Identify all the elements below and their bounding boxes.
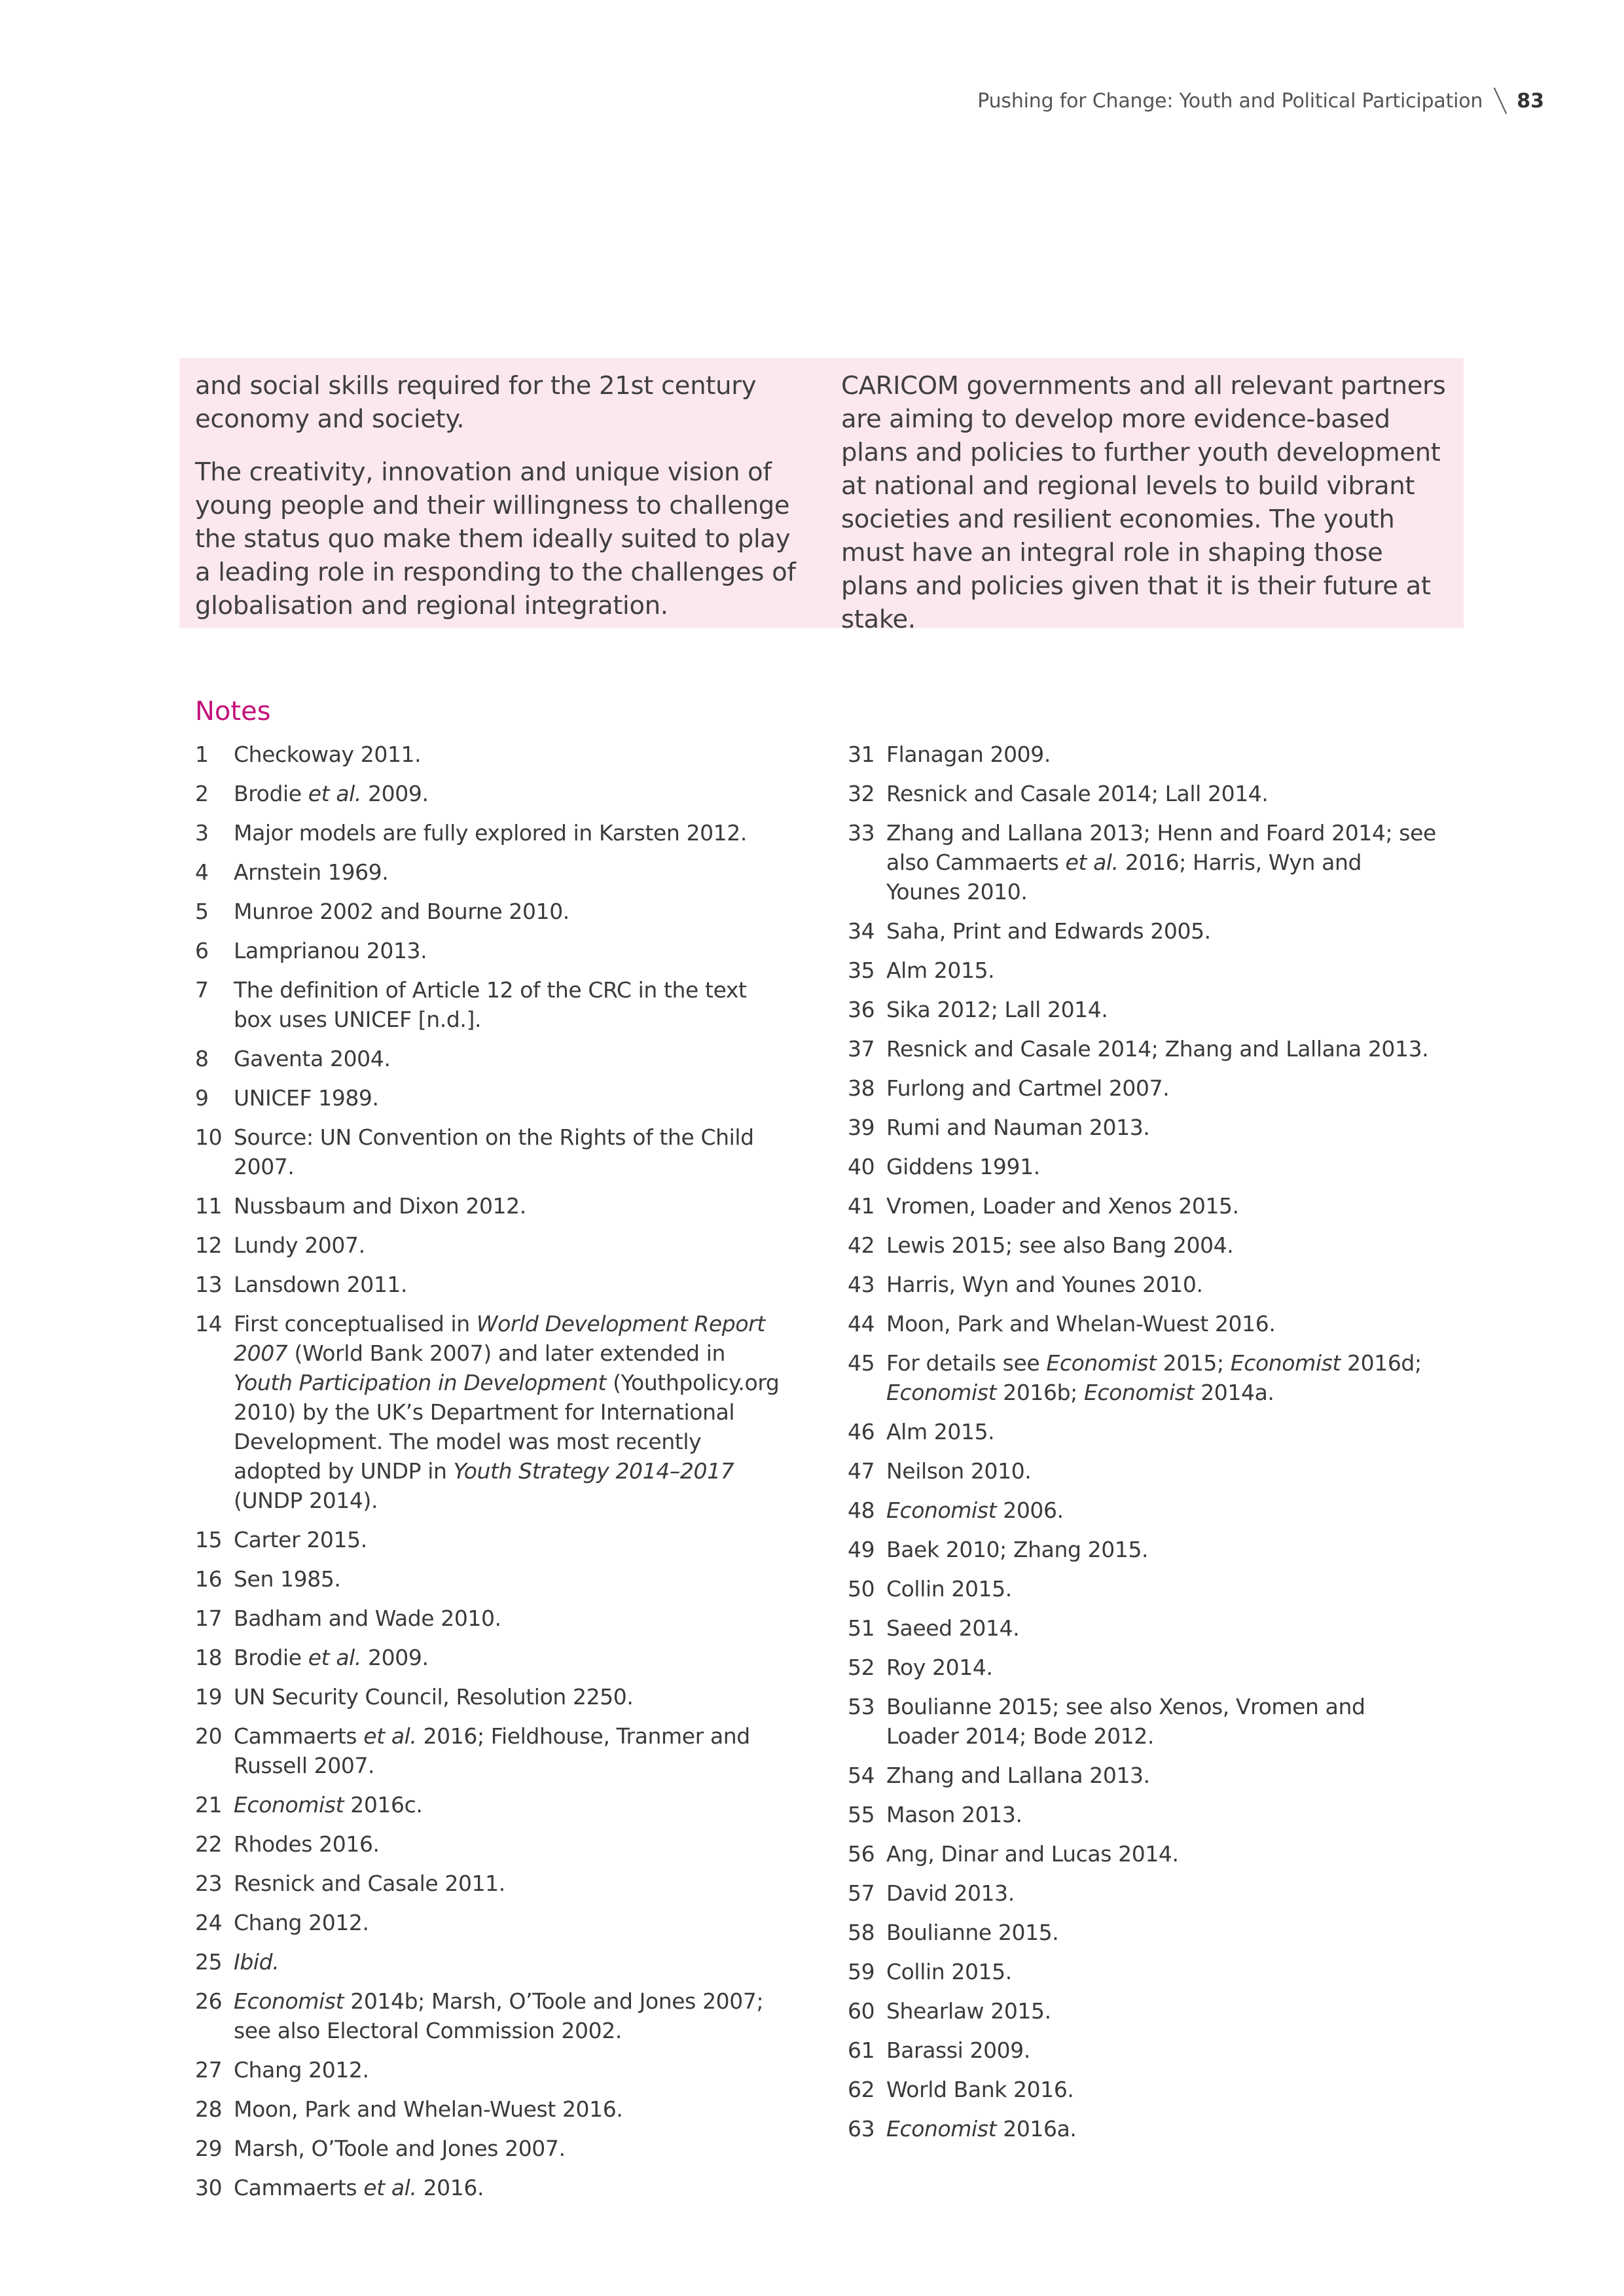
note-text [886, 1113, 1437, 1142]
note-item [848, 916, 1437, 946]
note-text-part: 2016c. [344, 1792, 423, 1818]
note-text-part: Major models are fully explored in Karsten 2012. [234, 820, 747, 846]
note-text-part: Harris, Wyn and Younes 2010. [886, 1272, 1203, 1297]
note-number: 19 [195, 1684, 223, 1710]
note-number: 47 [848, 1458, 875, 1484]
note-text-part: Resnick and Casale 2014; Zhang and Lallana 2013. [886, 1036, 1429, 1062]
note-text-part: (UNDP 2014). [234, 1488, 378, 1513]
note-number: 31 [848, 742, 875, 767]
note-text-part: et al. [1065, 850, 1119, 875]
note-number: 18 [195, 1645, 223, 1670]
note-text [886, 779, 1437, 808]
note-item [195, 1721, 784, 1780]
note-text [234, 1564, 784, 1594]
note-text [234, 857, 784, 887]
note-text-part: Ang, Dinar and Lucas 2014. [886, 1841, 1179, 1867]
note-number: 43 [848, 1272, 875, 1297]
note-text-part: 2016a. [996, 2116, 1077, 2142]
note-item [195, 2055, 784, 2085]
note-text-part: Shearlaw 2015. [886, 1998, 1051, 2024]
note-item [848, 1653, 1437, 1682]
note-text-part: Gaventa 2004. [234, 1046, 391, 1071]
note-text [886, 2075, 1437, 2104]
note-item [848, 1073, 1437, 1103]
note-text-part: 2009. [361, 781, 429, 806]
note-text-part: Rhodes 2016. [234, 1831, 380, 1857]
note-text-part: et al. [363, 2175, 417, 2200]
note-item [848, 1918, 1437, 1947]
note-text [234, 2094, 784, 2124]
note-text-part: 2016d; [1340, 1350, 1422, 1376]
note-text-part: Alm 2015. [886, 1419, 995, 1444]
note-number: 39 [848, 1115, 875, 1140]
note-text-part: Youth Strategy 2014–2017 [453, 1458, 734, 1484]
note-item [195, 1869, 784, 1898]
note-number: 16 [195, 1566, 223, 1592]
note-number: 10 [195, 1124, 223, 1150]
note-text [234, 1986, 784, 2045]
callout-paragraph: The creativity, innovation and unique vision of young people and their willingness to challenge the status quo make them ideally suited to play a leading role in responding to the challenges of globalisation and regional integration. [195, 457, 796, 620]
note-text-part: Flanagan 2009. [886, 742, 1051, 767]
note-item [848, 740, 1437, 769]
note-item [195, 1044, 784, 1073]
note-item [195, 1908, 784, 1937]
note-text [886, 2114, 1437, 2144]
note-item [848, 1535, 1437, 1564]
note-text-part: Carter 2015. [234, 1527, 367, 1552]
note-item [848, 995, 1437, 1024]
note-item [195, 779, 784, 808]
note-text [886, 2036, 1437, 2065]
note-text-part: Economist [234, 1792, 344, 1818]
note-item [195, 975, 784, 1034]
note-text-part: 2014b; Marsh, O’Toole and Jones 2007; see also Electoral Commission 2002. [234, 1988, 764, 2043]
note-text [234, 1947, 784, 1977]
note-text-part: Badham and Wade 2010. [234, 1605, 501, 1631]
note-item [195, 857, 784, 887]
note-text-part: Mason 2013. [886, 1802, 1022, 1827]
note-text-part: The definition of Article 12 of the CRC in the text box uses UNICEF [n.d.]. [234, 977, 747, 1032]
note-number: 36 [848, 997, 875, 1022]
note-text [886, 1535, 1437, 1564]
note-number: 60 [848, 1998, 875, 2024]
note-text-part: 2014a. [1194, 1380, 1274, 1405]
note-text [234, 1869, 784, 1898]
note-text [886, 1878, 1437, 1908]
note-text [234, 1525, 784, 1554]
note-text [886, 1270, 1437, 1299]
note-item [848, 818, 1437, 906]
note-item [848, 1496, 1437, 1525]
note-text [234, 1122, 784, 1181]
note-text [886, 1034, 1437, 1064]
running-header-title: Pushing for Change: Youth and Political Participation [977, 89, 1483, 113]
note-number: 24 [195, 1910, 223, 1935]
note-number: 21 [195, 1792, 223, 1818]
note-text [234, 1829, 784, 1859]
note-number: 2 [195, 781, 209, 806]
note-text [234, 897, 784, 926]
note-item [848, 1230, 1437, 1260]
note-item [195, 2094, 784, 2124]
note-text-part: Economist [1083, 1380, 1195, 1405]
note-text-part: Resnick and Casale 2014; Lall 2014. [886, 781, 1269, 806]
note-text-part: Nussbaum and Dixon 2012. [234, 1193, 526, 1219]
note-text [886, 1918, 1437, 1947]
note-item [848, 1839, 1437, 1869]
note-number: 46 [848, 1419, 875, 1444]
note-number: 13 [195, 1272, 223, 1297]
note-text [234, 936, 784, 965]
note-text [886, 1800, 1437, 1829]
note-item [848, 2075, 1437, 2104]
note-text [886, 1456, 1437, 1486]
note-number: 51 [848, 1615, 875, 1641]
note-text-part: 2006. [996, 1498, 1064, 1523]
note-item [195, 1829, 784, 1859]
note-item [195, 740, 784, 769]
note-number: 33 [848, 820, 875, 846]
note-number: 44 [848, 1311, 875, 1336]
note-text-part: Resnick and Casale 2011. [234, 1871, 505, 1896]
note-text [886, 1191, 1437, 1221]
note-number: 30 [195, 2175, 223, 2200]
note-item [848, 1191, 1437, 1221]
note-number: 23 [195, 1871, 223, 1896]
notes-heading: Notes [195, 696, 271, 726]
note-text-part: Brodie [234, 1645, 308, 1670]
note-item [848, 1800, 1437, 1829]
note-item [848, 1417, 1437, 1446]
note-text-part: Neilson 2010. [886, 1458, 1032, 1484]
note-text [886, 1957, 1437, 1986]
note-number: 5 [195, 899, 209, 924]
note-text [234, 1083, 784, 1113]
note-number: 41 [848, 1193, 875, 1219]
note-number: 38 [848, 1075, 875, 1101]
note-number: 58 [848, 1920, 875, 1945]
note-text-part: Collin 2015. [886, 1576, 1012, 1602]
note-number: 50 [848, 1576, 875, 1602]
running-header [977, 84, 1544, 118]
note-text [886, 1692, 1437, 1751]
note-number: 25 [195, 1949, 223, 1975]
note-item [195, 1790, 784, 1820]
note-text [234, 1044, 784, 1073]
note-item [195, 1083, 784, 1113]
note-text-part: Zhang and Lallana 2013; Henn and Foard 2014; see also Cammaerts [886, 820, 1436, 875]
note-item [195, 1122, 784, 1181]
note-text [886, 1073, 1437, 1103]
note-text-part: Ibid. [234, 1949, 280, 1975]
note-number: 20 [195, 1723, 223, 1749]
note-text [234, 2134, 784, 2163]
note-text [886, 1761, 1437, 1790]
note-item [848, 1270, 1437, 1299]
note-text [886, 1309, 1437, 1338]
note-number: 53 [848, 1694, 875, 1719]
note-text-part: Baek 2010; Zhang 2015. [886, 1537, 1149, 1562]
note-text-part: Brodie [234, 781, 308, 806]
note-number: 37 [848, 1036, 875, 1062]
note-number: 56 [848, 1841, 875, 1867]
note-number: 11 [195, 1193, 223, 1219]
note-number: 48 [848, 1498, 875, 1523]
note-number: 4 [195, 859, 209, 885]
note-number: 12 [195, 1232, 223, 1258]
callout-paragraph: and social skills required for the 21st century economy and society. [195, 371, 757, 434]
note-text-part: Roy 2014. [886, 1655, 993, 1680]
note-text-part: Munroe 2002 and Bourne 2010. [234, 899, 569, 924]
note-text-part: For details see [886, 1350, 1047, 1376]
note-text-part: Chang 2012. [234, 1910, 369, 1935]
note-text-part: Cammaerts [234, 1723, 364, 1749]
note-text [234, 1721, 784, 1780]
note-text-part: Giddens 1991. [886, 1154, 1040, 1179]
note-text-part: Barassi 2009. [886, 2037, 1030, 2063]
note-item [195, 1564, 784, 1594]
note-number: 1 [195, 742, 209, 767]
note-item [848, 956, 1437, 985]
note-text-part: Sika 2012; Lall 2014. [886, 997, 1108, 1022]
note-text-part: 2015; [1156, 1350, 1231, 1376]
note-text-part: Collin 2015. [886, 1959, 1012, 1984]
note-text-part: 2016. [416, 2175, 484, 2200]
note-number: 9 [195, 1085, 209, 1111]
note-text-part: Lamprianou 2013. [234, 938, 427, 963]
note-number: 63 [848, 2116, 875, 2142]
note-number: 49 [848, 1537, 875, 1562]
note-text-part: Saeed 2014. [886, 1615, 1020, 1641]
note-number: 14 [195, 1311, 223, 1336]
note-text [886, 1839, 1437, 1869]
note-number: 8 [195, 1046, 209, 1071]
note-text [886, 740, 1437, 769]
note-item [195, 1270, 784, 1299]
note-text-part: 2016; Harris, Wyn and Younes 2010. [886, 850, 1362, 905]
note-text-part: David 2013. [886, 1880, 1015, 1906]
note-text-part: World Bank 2016. [886, 2077, 1074, 2102]
note-text-part: Arnstein 1969. [234, 859, 389, 885]
note-item [848, 1152, 1437, 1181]
note-text-part: Lewis 2015; see also Bang 2004. [886, 1232, 1234, 1258]
note-item [848, 1613, 1437, 1643]
note-text [234, 1230, 784, 1260]
note-item [848, 1456, 1437, 1486]
note-number: 7 [195, 977, 209, 1003]
note-text-part: Sen 1985. [234, 1566, 341, 1592]
note-text [886, 1613, 1437, 1643]
note-number: 62 [848, 2077, 875, 2102]
note-text-part: Boulianne 2015. [886, 1920, 1059, 1945]
note-text-part: UN Security Council, Resolution 2250. [234, 1684, 634, 1710]
note-item [848, 1113, 1437, 1142]
note-text [886, 1348, 1437, 1407]
note-item [195, 2173, 784, 2202]
note-item [848, 1574, 1437, 1604]
note-item [848, 779, 1437, 808]
note-text-part: et al. [308, 781, 361, 806]
note-text [234, 1270, 784, 1299]
note-text [886, 995, 1437, 1024]
note-number: 6 [195, 938, 209, 963]
note-text-part: (World Bank 2007) and later extended in [287, 1340, 725, 1366]
note-text [886, 1152, 1437, 1181]
note-text [234, 1790, 784, 1820]
note-text [234, 1682, 784, 1712]
notes-list-left [195, 740, 784, 2212]
header-divider [1494, 88, 1507, 115]
note-item [848, 2036, 1437, 2065]
note-item [848, 1878, 1437, 1908]
note-text-part: Cammaerts [234, 2175, 364, 2200]
note-item [848, 1957, 1437, 1986]
note-number: 26 [195, 1988, 223, 2014]
note-text [886, 1996, 1437, 2026]
note-text [234, 779, 784, 808]
note-text [234, 1643, 784, 1672]
note-text-part: et al. [308, 1645, 361, 1670]
note-item [195, 1230, 784, 1260]
note-number: 52 [848, 1655, 875, 1680]
note-text [886, 1574, 1437, 1604]
page-number: 83 [1517, 89, 1544, 113]
note-item [195, 1986, 784, 2045]
note-number: 28 [195, 2096, 223, 2122]
note-number: 54 [848, 1763, 875, 1788]
note-text [886, 956, 1437, 985]
note-text-part: Chang 2012. [234, 2057, 369, 2083]
note-text [234, 2173, 784, 2202]
note-text [886, 1417, 1437, 1446]
note-text-part: Moon, Park and Whelan-Wuest 2016. [886, 1311, 1276, 1336]
note-text [886, 1496, 1437, 1525]
callout-paragraph: CARICOM governments and all relevant partners are aiming to develop more evidence-based plans and policies to further youth development at national and regional levels to build vibrant societies and resilient economies. The youth must have an integral role in shaping those plans and policies given that it is their future at stake. [841, 371, 1446, 634]
note-text-part: 2009. [361, 1645, 429, 1670]
note-text-part: Vromen, Loader and Xenos 2015. [886, 1193, 1239, 1219]
note-number: 27 [195, 2057, 223, 2083]
note-number: 17 [195, 1605, 223, 1631]
note-item [848, 1996, 1437, 2026]
note-number: 34 [848, 918, 875, 944]
note-text [234, 1908, 784, 1937]
note-text [234, 1309, 784, 1515]
note-number: 22 [195, 1831, 223, 1857]
note-text-part: Economist [886, 1498, 997, 1523]
note-number: 15 [195, 1527, 223, 1552]
note-item [195, 1525, 784, 1554]
note-number: 32 [848, 781, 875, 806]
note-item [195, 818, 784, 848]
note-text-part: Checkoway 2011. [234, 742, 422, 767]
note-number: 57 [848, 1880, 875, 1906]
callout-column-left [195, 369, 802, 628]
note-item [195, 1191, 784, 1221]
note-text [234, 1191, 784, 1221]
note-number: 59 [848, 1959, 875, 1984]
callout-column-right [841, 369, 1448, 634]
note-text-part: 2016; Fieldhouse, Tranmer and Russell 2007. [234, 1723, 750, 1778]
note-item [195, 1604, 784, 1633]
note-text [234, 975, 784, 1034]
note-item [848, 1034, 1437, 1064]
note-number: 29 [195, 2136, 223, 2161]
note-text-part: First conceptualised in [234, 1311, 477, 1336]
note-text-part: Economist [234, 1988, 344, 2014]
note-number: 42 [848, 1232, 875, 1258]
note-text-part: 2016b; [996, 1380, 1084, 1405]
note-text [886, 1230, 1437, 1260]
note-number: 55 [848, 1802, 875, 1827]
note-item [195, 1947, 784, 1977]
note-text-part: et al. [363, 1723, 417, 1749]
note-item [195, 936, 784, 965]
note-number: 45 [848, 1350, 875, 1376]
callout-box [179, 358, 1464, 634]
note-item [195, 897, 784, 926]
note-text [234, 1604, 784, 1633]
note-number: 61 [848, 2037, 875, 2063]
note-item [848, 1761, 1437, 1790]
note-text [234, 2055, 784, 2085]
note-text [886, 818, 1437, 906]
note-text-part: UNICEF 1989. [234, 1085, 379, 1111]
note-text-part: Lundy 2007. [234, 1232, 365, 1258]
note-text-part: Youth Participation in Development [234, 1370, 607, 1395]
note-text-part: Moon, Park and Whelan-Wuest 2016. [234, 2096, 623, 2122]
note-text-part: Zhang and Lallana 2013. [886, 1763, 1150, 1788]
note-text-part: Alm 2015. [886, 958, 995, 983]
note-item [195, 1682, 784, 1712]
note-item [195, 1643, 784, 1672]
note-text-part: Economist [886, 1380, 997, 1405]
note-text [886, 916, 1437, 946]
note-text-part: Economist [1230, 1350, 1341, 1376]
note-text-part: World Development Report 2007 [234, 1311, 765, 1366]
note-text [234, 740, 784, 769]
note-text-part: Furlong and Cartmel 2007. [886, 1075, 1170, 1101]
note-text [234, 818, 784, 848]
note-text-part: Economist [1046, 1350, 1157, 1376]
note-text-part: Rumi and Nauman 2013. [886, 1115, 1150, 1140]
note-text-part: (Youthpolicy.org 2010) by the UK’s Department for International Development. The model was most recently adopted by UNDP in [234, 1370, 780, 1484]
note-item [848, 1348, 1437, 1407]
note-number: 35 [848, 958, 875, 983]
note-item [848, 1692, 1437, 1751]
note-item [195, 2134, 784, 2163]
notes-list-right [848, 740, 1437, 2153]
note-text-part: Source: UN Convention on the Rights of the Child 2007. [234, 1124, 754, 1179]
note-number: 3 [195, 820, 209, 846]
note-item [848, 1309, 1437, 1338]
note-item [195, 1309, 784, 1515]
note-text-part: Marsh, O’Toole and Jones 2007. [234, 2136, 566, 2161]
note-text-part: Boulianne 2015; see also Xenos, Vromen and Loader 2014; Bode 2012. [886, 1694, 1365, 1749]
note-item [848, 2114, 1437, 2144]
note-text-part: Saha, Print and Edwards 2005. [886, 918, 1211, 944]
note-text-part: Economist [886, 2116, 997, 2142]
note-number: 40 [848, 1154, 875, 1179]
note-text-part: Lansdown 2011. [234, 1272, 408, 1297]
note-text [886, 1653, 1437, 1682]
